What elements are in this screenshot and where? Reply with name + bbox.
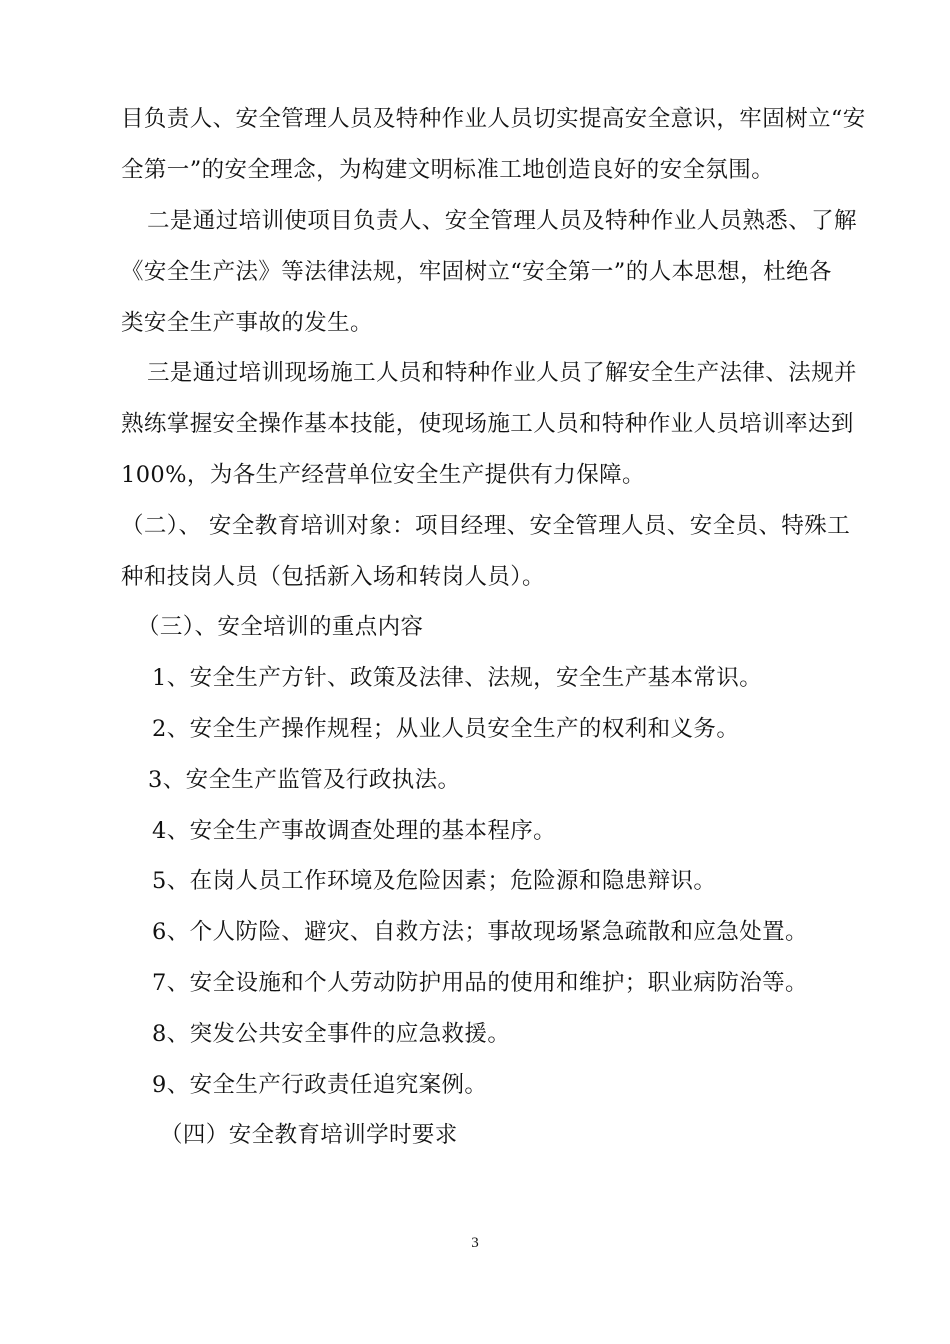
- list-item: 6、个人防险、避灾、自救方法；事故现场紧急疏散和应急处置。: [152, 919, 808, 945]
- body-text-line: 目负责人、安全管理人员及特种作业人员切实提高安全意识，牢固树立“安: [121, 106, 866, 132]
- body-text-line: 三是通过培训现场施工人员和特种作业人员了解安全生产法律、法规并: [147, 360, 857, 386]
- list-item: 9、安全生产行政责任追究案例。: [152, 1072, 488, 1098]
- list-item: 7、安全设施和个人劳动防护用品的使用和维护；职业病防治等。: [152, 970, 808, 996]
- list-item: 2、安全生产操作规程；从业人员安全生产的权利和义务。: [152, 716, 740, 742]
- body-text-line: 全第一”的安全理念，为构建文明标准工地创造良好的安全氛围。: [121, 157, 775, 183]
- list-item: 1、安全生产方针、政策及法律、法规，安全生产基本常识。: [152, 665, 763, 691]
- body-text-line: 种和技岗人员（包括新入场和转岗人员）。: [121, 564, 545, 590]
- body-text-line: 《安全生产法》等法律法规，牢固树立“安全第一”的人本思想，杜绝各: [121, 259, 832, 285]
- list-item: 4、安全生产事故调查处理的基本程序。: [152, 818, 557, 844]
- list-item: 3、安全生产监管及行政执法。: [148, 767, 461, 793]
- section-heading: （四）安全教育培训学时要求: [160, 1122, 458, 1148]
- body-text-line: 类安全生产事故的发生。: [121, 310, 373, 336]
- body-text-line: 二是通过培训使项目负责人、安全管理人员及特种作业人员熟悉、了解: [147, 208, 857, 234]
- list-item: 8、突发公共安全事件的应急救援。: [152, 1021, 511, 1047]
- section-heading: （三）、安全培训的重点内容: [137, 614, 424, 640]
- list-item: 5、在岗人员工作环境及危险因素；危险源和隐患辩识。: [152, 868, 717, 894]
- body-text-line: 熟练掌握安全操作基本技能，使现场施工人员和特种作业人员培训率达到: [121, 411, 854, 437]
- page-number: 3: [471, 1235, 479, 1251]
- body-text-line: 100%，为各生产经营单位安全生产提供有力保障。: [121, 462, 645, 488]
- section-heading: （二）、 安全教育培训对象：项目经理、安全管理人员、安全员、特殊工: [121, 513, 851, 539]
